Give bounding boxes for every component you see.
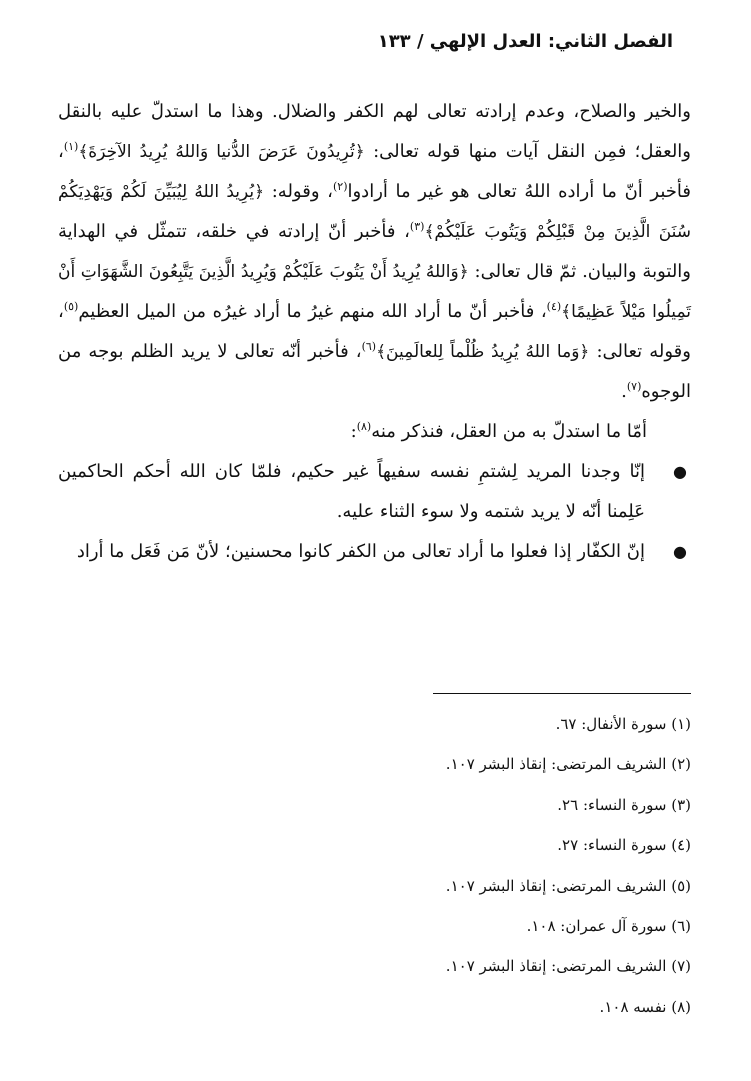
quran-verse: ﴿وَما اللهُ يُرِيدُ ظُلْماً لِلعالَمِينَ﴾ <box>376 342 590 362</box>
footnote-ref: (٢) <box>332 180 348 193</box>
paragraph-text: ، فأخبر أنّ ما أراد الله منهم غيرُ ما أراد غيرُه من الميل العظيم <box>78 301 547 322</box>
quran-verse: ﴿يُرِيدُ اللهُ لِيُبَيِّنَ لَكُمْ وَيَهْدِيَكُمْ سُنَنَ الَّذِينَ مِنْ قَبْلِكُمْ وَيَتُوبَ عَلَيْكُمْ﴾ <box>58 182 692 242</box>
paragraph-text: والخير والصلاح، وعدم إرادته تعالى لهم الكفر والضلال. وهذا ما استدلّ عليه بالنقل والعقل؛ فمِن النقل آيات منها قوله تعالى: <box>58 101 691 162</box>
footnote-ref: (٥) <box>63 300 79 313</box>
list-item-text: إنّ الكفّار إذا فعلوا ما أراد تعالى من الكفر كانوا محسنين؛ لأنّ مَن فَعَل ما أراد <box>76 541 645 562</box>
argument-list <box>58 452 691 572</box>
list-item-text: إنّا وجدنا المريد لِشتمِ نفسه سفيهاً غير حكيم، فلمّا كان الله أحكم الحاكمين عَلِمنا أنّه لا يريد شتمه ولا سوء الثناء عليه. <box>58 461 645 522</box>
paragraph-text: ، فأخبر أنّه تعالى لا يريد الظلم بوجه من الوجوه <box>58 341 691 402</box>
paragraph-text: ، فأخبر أنّ إرادته في خلقه، تتمثّل في الهداية والتوبة والبيان. ثمّ قال تعالى: <box>58 221 691 282</box>
paragraph-text: ، وقوله: <box>264 181 333 202</box>
footnote-item: (٣) سورة النساء: ٢٦. <box>557 795 691 814</box>
paragraph-text: ، فأخبر أنّ ما أراده اللهُ تعالى هو غير ما أرادوا <box>58 141 691 202</box>
list-item <box>58 532 691 572</box>
footnote-ref: (١) <box>63 140 79 153</box>
footnote-item: (٧) الشريف المرتضى: إنقاذ البشر ١٠٧. <box>445 957 691 976</box>
footnote-ref: (٤) <box>546 300 562 313</box>
running-header: الفصل الثاني: العدل الإلهي / ١٣٣ <box>377 31 673 52</box>
footnote-divider <box>433 693 691 694</box>
footnotes-list <box>51 712 691 1035</box>
footnote-item: (٦) سورة آل عمران: ١٠٨. <box>526 916 691 935</box>
list-item <box>58 452 691 532</box>
footnote-item: (٢) الشريف المرتضى: إنقاذ البشر ١٠٧. <box>445 755 691 774</box>
footnote-item: (٨) نفسه ١٠٨. <box>599 997 691 1016</box>
paragraph-quran-evidence <box>58 92 691 412</box>
main-text <box>58 92 691 572</box>
footnote-ref: (٨) <box>356 420 372 433</box>
paragraph-text: ، وقوله تعالى: <box>58 301 691 362</box>
footnote-item: (٤) سورة النساء: ٢٧. <box>557 836 691 855</box>
paragraph-text: : <box>350 421 357 442</box>
footnote-ref: (٧) <box>626 380 642 393</box>
quran-verse: ﴿تُرِيدُونَ عَرَضَ الدُّنيا وَاللهُ يُرِيدُ الآخِرَةَ﴾ <box>78 142 365 162</box>
footnote-ref: (٣) <box>409 220 425 233</box>
quran-verse: ﴿وَاللهُ يُرِيدُ أَنْ يَتُوبَ عَلَيْكُمْ وَيُرِيدُ الَّذِينَ يَتَّبِعُونَ الشَّهَوَاتِ أَنْ تَمِيلُوا مَيْلاً عَظِيمًا﴾ <box>58 262 691 322</box>
footnote-ref: (٦) <box>361 340 377 353</box>
footnote-item: (١) سورة الأنفال: ٦٧. <box>555 715 691 733</box>
bullet-icon: ● <box>673 462 687 481</box>
footnote-item: (٥) الشريف المرتضى: إنقاذ البشر ١٠٧. <box>445 876 691 895</box>
paragraph-reason-intro <box>58 412 691 452</box>
paragraph-text: . <box>621 381 627 402</box>
bullet-icon: ● <box>673 542 687 561</box>
paragraph-text: أمّا ما استدلّ به من العقل، فنذكر منه <box>371 421 647 442</box>
